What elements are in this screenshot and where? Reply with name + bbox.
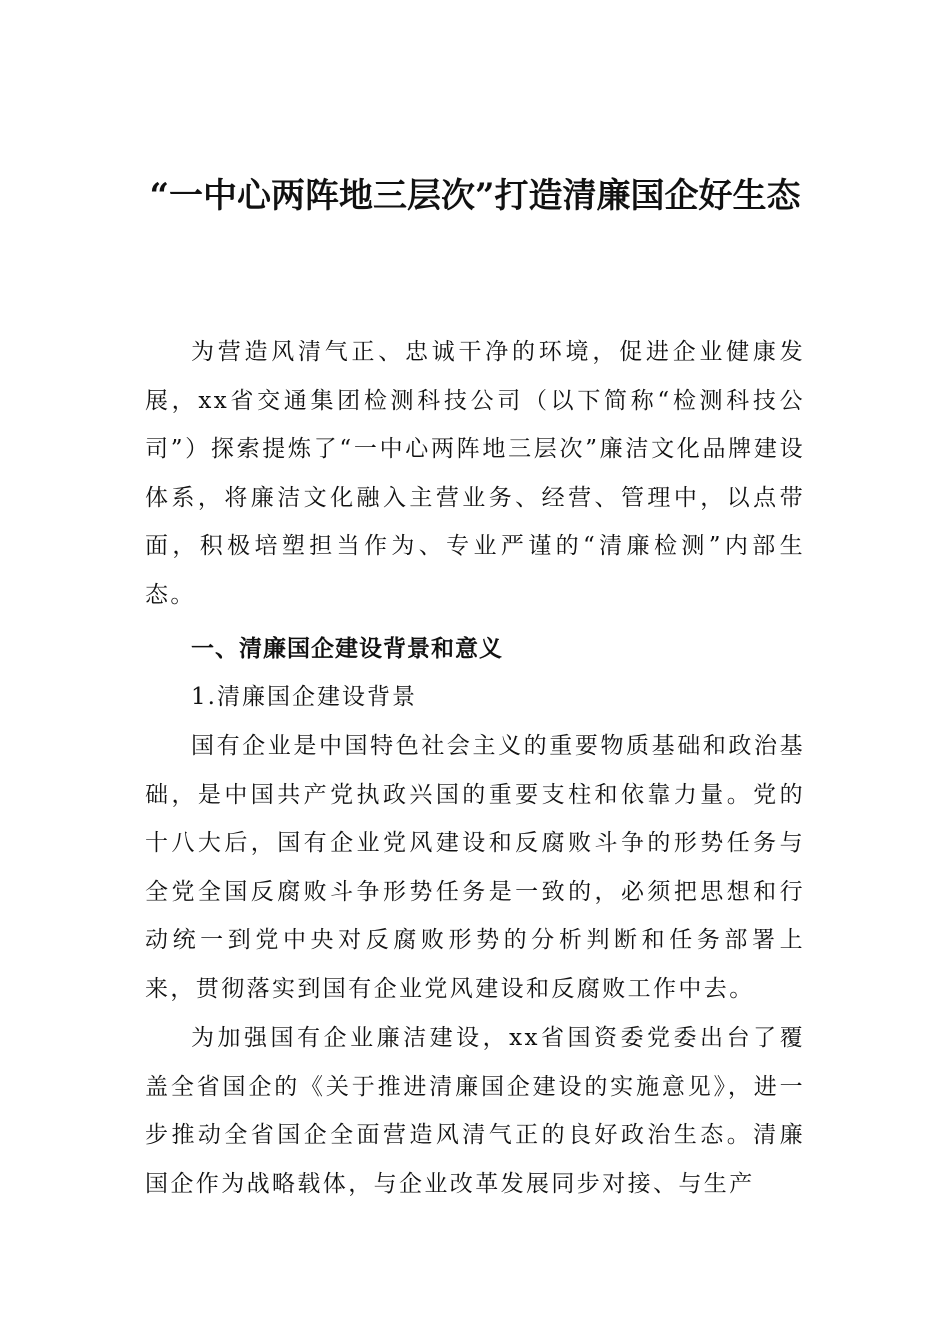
section-heading-1: 一、清廉国企建设背景和意义 xyxy=(191,636,503,662)
background-paragraph: 国有企业是中国特色社会主义的重要物质基础和政治基础，是中国共产党执政兴国的重要支柱和依靠力量。党的十八大后，国有企业党风建设和反腐败斗争的形势任务与全党全国反腐败斗争形势任务是一致的，必须把思想和行动统一到党中央对反腐败形势的分析判断和任务部署上来，贯彻落实到国有企业党风建设和反腐败工作中去。 xyxy=(145,733,805,1002)
document-title: “一中心两阵地三层次”打造清廉国企好生态 xyxy=(149,176,801,216)
intro-paragraph: 为营造风清气正、忠诚干净的环境，促进企业健康发展，xx省交通集团检测科技公司（以下简称“检测科技公司”）探索提炼了“一中心两阵地三层次”廉洁文化品牌建设体系，将廉洁文化融入主营业务、经营、管理中，以点带面，积极培塑担当作为、专业严谨的“清廉检测”内部生态。 xyxy=(145,339,805,608)
policy-paragraph: 为加强国有企业廉洁建设，xx省国资委党委出台了覆盖全省国企的《关于推进清廉国企建设的实施意见》，进一步推动全省国企全面营造风清气正的良好政治生态。清廉国企作为战略载体，与企业改革发展同步对接、与生产 xyxy=(145,1025,805,1197)
subsection-heading-1-1: 1.清廉国企建设背景 xyxy=(191,684,417,710)
